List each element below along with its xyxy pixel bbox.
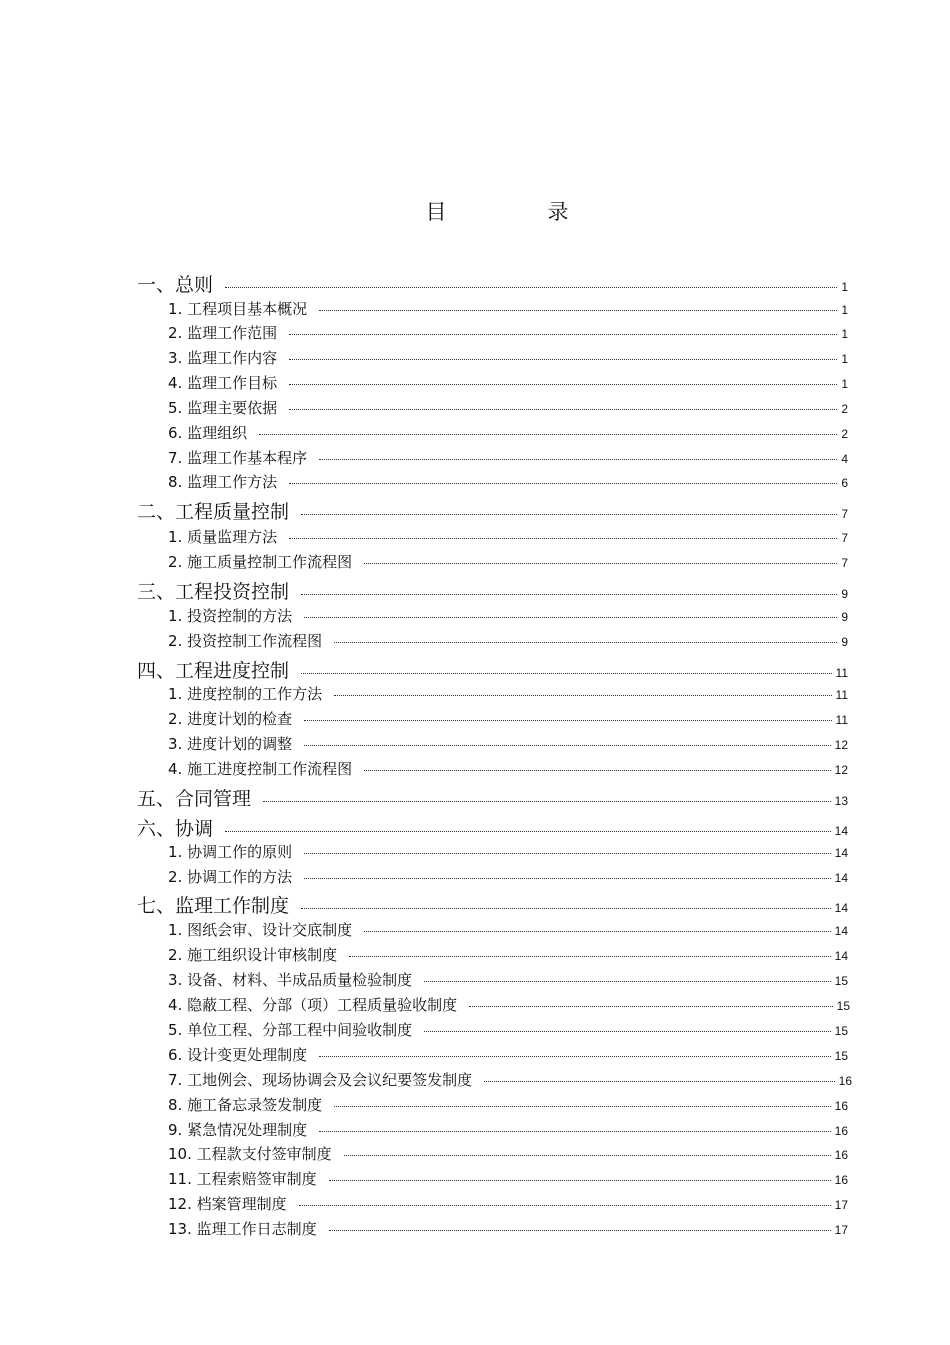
toc-page-number: 16 — [834, 1148, 848, 1162]
toc-section-entry[interactable] — [168, 372, 848, 393]
dot-leader — [304, 852, 831, 854]
toc-page-number: 6 — [841, 476, 848, 490]
toc-entry-label: 6. 监理组织 — [168, 424, 248, 442]
dot-leader — [299, 1204, 831, 1206]
toc-entry-label: 2. 投资控制工作流程图 — [168, 632, 323, 650]
toc-entry-label: 4. 监理工作目标 — [168, 374, 278, 392]
toc-entry-label: 四、工程进度控制 — [137, 660, 290, 682]
toc-page-number: 13 — [834, 794, 848, 808]
toc-section-entry[interactable] — [168, 683, 848, 704]
dot-leader — [304, 616, 837, 618]
toc-entry-label: 13. 监理工作日志制度 — [168, 1220, 317, 1238]
toc-page-number: 14 — [834, 901, 848, 915]
toc-section-entry[interactable] — [168, 1019, 848, 1040]
toc-entry-label: 8. 监理工作方法 — [168, 473, 278, 491]
toc-section-entry[interactable] — [168, 397, 848, 418]
dot-leader — [289, 383, 837, 385]
toc-section-entry[interactable] — [168, 969, 848, 990]
toc-section-entry[interactable] — [168, 733, 848, 754]
toc-entry-label: 2. 进度计划的检查 — [168, 710, 293, 728]
toc-entry-label: 2. 监理工作范围 — [168, 324, 278, 342]
toc-entry-label: 七、监理工作制度 — [137, 895, 290, 917]
toc-section-entry[interactable] — [168, 471, 848, 492]
toc-entry-label: 11. 工程索赔签审制度 — [168, 1170, 317, 1188]
toc-page-number: 16 — [838, 1074, 852, 1088]
dot-leader — [301, 513, 837, 515]
toc-section-entry[interactable] — [168, 322, 848, 343]
toc-section-entry[interactable] — [168, 1168, 848, 1189]
toc-page-number: 7 — [841, 507, 848, 521]
toc-page-number: 17 — [834, 1223, 848, 1237]
toc-entry-label: 1. 图纸会审、设计交底制度 — [168, 921, 353, 939]
dot-leader — [364, 562, 837, 564]
toc-page-number: 14 — [834, 871, 848, 885]
toc-page-number: 16 — [834, 1124, 848, 1138]
toc-entry-label: 10. 工程款支付签审制度 — [168, 1145, 332, 1163]
toc-page-number: 15 — [834, 1049, 848, 1063]
dot-leader — [225, 830, 831, 832]
toc-section-entry[interactable] — [168, 944, 848, 965]
toc-entry-label: 1. 投资控制的方法 — [168, 607, 293, 625]
dot-leader — [225, 286, 837, 288]
dot-leader — [304, 744, 831, 746]
toc-section-entry[interactable] — [168, 605, 848, 626]
dot-leader — [289, 482, 837, 484]
toc-entry-label: 6. 设计变更处理制度 — [168, 1046, 308, 1064]
dot-leader — [344, 1154, 831, 1156]
toc-section-entry[interactable] — [168, 526, 848, 547]
toc-entry-label: 1. 协调工作的原则 — [168, 843, 293, 861]
toc-entry-label: 2. 施工质量控制工作流程图 — [168, 553, 353, 571]
toc-page-number: 14 — [834, 949, 848, 963]
toc-entry-label: 五、合同管理 — [137, 788, 252, 810]
toc-entry-label: 1. 工程项目基本概况 — [168, 300, 308, 318]
toc-page-number: 7 — [841, 556, 848, 570]
toc-chapter-entry[interactable] — [137, 814, 848, 841]
dot-leader — [469, 1005, 833, 1007]
toc-entry-label: 六、协调 — [137, 818, 214, 840]
toc-entry-label: 1. 质量监理方法 — [168, 528, 278, 546]
dot-leader — [329, 1179, 831, 1181]
dot-leader — [289, 333, 837, 335]
toc-section-entry[interactable] — [168, 919, 848, 940]
dot-leader — [301, 593, 837, 595]
dot-leader — [334, 1105, 831, 1107]
toc-section-entry[interactable] — [168, 994, 850, 1015]
toc-page-number: 16 — [834, 1099, 848, 1113]
toc-entry-label: 5. 单位工程、分部工程中间验收制度 — [168, 1021, 413, 1039]
dot-leader — [319, 1130, 831, 1132]
toc-entry-label: 3. 设备、材料、半成品质量检验制度 — [168, 971, 413, 989]
dot-leader — [304, 877, 831, 879]
toc-page-number: 11 — [835, 666, 848, 680]
toc-section-entry[interactable] — [168, 422, 848, 443]
toc-page-number: 11 — [835, 688, 848, 702]
toc-section-entry[interactable] — [168, 447, 848, 468]
toc-section-entry[interactable] — [168, 551, 848, 572]
toc-page-number: 1 — [841, 377, 848, 391]
toc-entry-label: 三、工程投资控制 — [137, 581, 290, 603]
toc-page-number: 11 — [835, 713, 848, 727]
dot-leader — [424, 1030, 831, 1032]
toc-page-number: 1 — [841, 352, 848, 366]
toc-section-entry[interactable] — [168, 841, 848, 862]
toc-chapter-entry[interactable] — [137, 891, 848, 918]
toc-section-entry[interactable] — [168, 347, 848, 368]
toc-section-entry[interactable] — [168, 758, 848, 779]
toc-section-entry[interactable] — [168, 1069, 852, 1090]
toc-entry-label: 4. 隐蔽工程、分部（项）工程质量验收制度 — [168, 996, 458, 1014]
toc-entry-label: 2. 施工组织设计审核制度 — [168, 946, 338, 964]
page-title: 目 录 — [425, 200, 609, 224]
dot-leader — [259, 433, 837, 435]
toc-page-number: 16 — [834, 1173, 848, 1187]
dot-leader — [263, 800, 831, 802]
toc-page-number: 9 — [841, 635, 848, 649]
dot-leader — [424, 980, 831, 982]
toc-entry-label: 5. 监理主要依据 — [168, 399, 278, 417]
toc-page-number: 2 — [841, 427, 848, 441]
toc-entry-label: 一、总则 — [137, 274, 214, 296]
toc-page-number: 14 — [834, 846, 848, 860]
toc-section-entry[interactable] — [168, 866, 848, 887]
toc-page-number: 15 — [834, 1024, 848, 1038]
toc-chapter-entry[interactable] — [137, 656, 848, 683]
toc-page-number: 14 — [834, 824, 848, 838]
dot-leader — [304, 719, 831, 721]
toc-page-number: 1 — [841, 303, 848, 317]
toc-entry-label: 3. 监理工作内容 — [168, 349, 278, 367]
toc-entry-label: 8. 施工备忘录签发制度 — [168, 1096, 323, 1114]
dot-leader — [319, 458, 837, 460]
dot-leader — [334, 641, 837, 643]
toc-section-entry[interactable] — [168, 1218, 848, 1239]
dot-leader — [319, 309, 837, 311]
dot-leader — [329, 1229, 831, 1231]
dot-leader — [349, 955, 831, 957]
toc-page-number: 15 — [834, 974, 848, 988]
toc-page-number: 12 — [834, 763, 848, 777]
toc-page-number: 15 — [836, 999, 850, 1013]
toc-entry-label: 3. 进度计划的调整 — [168, 735, 293, 753]
toc-page-number: 2 — [841, 402, 848, 416]
toc-entry-label: 4. 施工进度控制工作流程图 — [168, 760, 353, 778]
toc-page-number: 17 — [834, 1198, 848, 1212]
toc-section-entry[interactable] — [168, 1143, 848, 1164]
dot-leader — [319, 1055, 831, 1057]
toc-section-entry[interactable] — [168, 708, 848, 729]
toc-page-number: 9 — [841, 587, 848, 601]
toc-page-number: 1 — [841, 280, 848, 294]
toc-section-entry[interactable] — [168, 1094, 848, 1115]
toc-entry-label: 9. 紧急情况处理制度 — [168, 1121, 308, 1139]
toc-section-entry[interactable] — [168, 298, 848, 319]
toc-entry-label: 7. 监理工作基本程序 — [168, 449, 308, 467]
toc-page-number: 4 — [841, 452, 848, 466]
dot-leader — [364, 769, 831, 771]
toc-entry-label: 2. 协调工作的方法 — [168, 868, 293, 886]
dot-leader — [289, 537, 837, 539]
toc-page-number: 7 — [841, 531, 848, 545]
toc-section-entry[interactable] — [168, 1044, 848, 1065]
toc-chapter-entry[interactable] — [137, 497, 848, 524]
dot-leader — [289, 408, 837, 410]
toc-page-number: 14 — [834, 924, 848, 938]
toc-page-number: 12 — [834, 738, 848, 752]
toc-section-entry[interactable] — [168, 630, 848, 651]
dot-leader — [301, 672, 832, 674]
dot-leader — [334, 694, 831, 696]
dot-leader — [301, 907, 831, 909]
toc-chapter-entry[interactable] — [137, 784, 848, 811]
toc-chapter-entry[interactable] — [137, 270, 848, 297]
toc-chapter-entry[interactable] — [137, 577, 848, 604]
toc-section-entry[interactable] — [168, 1119, 848, 1140]
dot-leader — [289, 358, 837, 360]
toc-page-number: 9 — [841, 610, 848, 624]
toc-entry-label: 7. 工地例会、现场协调会及会议纪要签发制度 — [168, 1071, 473, 1089]
toc-section-entry[interactable] — [168, 1193, 848, 1214]
toc-entry-label: 二、工程质量控制 — [137, 501, 290, 523]
toc-entry-label: 1. 进度控制的工作方法 — [168, 685, 323, 703]
dot-leader — [484, 1080, 835, 1082]
toc-entry-label: 12. 档案管理制度 — [168, 1195, 287, 1213]
toc-page-number: 1 — [841, 327, 848, 341]
dot-leader — [364, 930, 831, 932]
